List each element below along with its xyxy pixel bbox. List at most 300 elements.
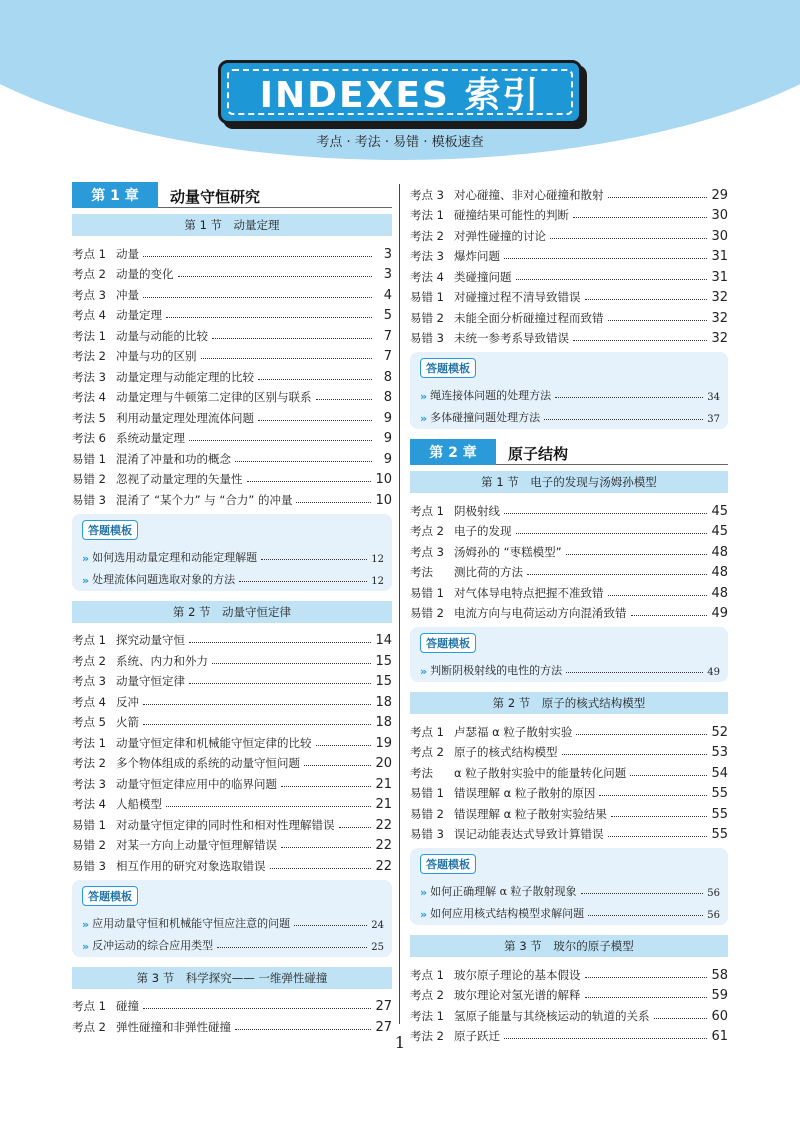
index-entry-row[interactable] [72,771,392,792]
index-entry-row[interactable] [410,305,728,326]
leader-dots [566,554,708,555]
entry-text: 玻尔原子理论的基本假设 [454,967,581,982]
entry-page: 15 [375,653,392,669]
template-list [420,656,720,678]
index-entry-row[interactable] [410,244,728,265]
entry-page: 45 [711,524,728,539]
template-entry-row[interactable] [420,381,720,403]
entry-text: 错误理解 α 粒子散射的原因 [454,786,596,800]
entry-text: 对某一方向上动量守恒理解错误 [116,838,277,852]
leader-dots [189,440,372,441]
entry-text: 多个物体组成的系统的动量守恒问题 [116,756,300,770]
index-entry-row[interactable] [72,648,392,669]
template-list [420,381,720,425]
entry-text: 混淆了 “某个力” 与 “合力” 的冲量 [116,492,293,507]
entry-list [410,498,728,621]
template-entry-row[interactable] [420,656,720,678]
entry-text: 人船模型 [116,797,162,811]
index-entry-row[interactable] [410,601,728,622]
index-entry-row[interactable] [410,580,728,601]
entry-page: 30 [711,208,728,223]
leader-dots [588,915,703,916]
entry-text: 动量守恒定律 [116,674,185,688]
entry-page: 31 [711,269,728,285]
entry-list [410,182,728,346]
entry-page: 9 [383,451,392,467]
index-entry-row[interactable] [72,364,392,385]
leader-dots [316,745,372,746]
entry-tag: 考点 1 [72,633,106,647]
leader-dots [562,754,708,755]
entry-tag: 考点 2 [72,267,106,281]
template-list [82,543,384,587]
leader-dots [573,340,707,341]
entry-page: 27 [375,1019,392,1035]
leader-dots [235,461,372,462]
entry-page: 45 [711,503,728,519]
entry-tag: 考点 3 [72,287,106,302]
template-text: 判断阴极射线的电性的方法 [430,664,563,677]
leader-dots [166,317,372,318]
entry-text: 动量定理与牛顿第二定律的区别与联系 [116,390,312,404]
index-entry-row[interactable] [72,710,392,731]
leader-dots [527,574,707,575]
double-chevron-right-icon: » [420,390,428,403]
template-page: 12 [371,553,384,565]
entry-text: 利用动量定理处理流体问题 [116,410,254,425]
entry-page: 60 [711,1008,728,1024]
entry-tag: 易错 2 [72,838,106,852]
entry-tag: 考法 4 [410,269,444,284]
leader-dots [576,734,707,735]
entry-tag: 考法 2 [410,1029,444,1043]
entry-text: 原子的核式结构模型 [454,745,558,759]
template-page: 34 [707,392,720,403]
chapter-underline [496,464,728,465]
entry-tag: 易错 2 [72,472,106,486]
index-entry-row[interactable] [72,994,392,1015]
leader-dots [516,533,708,534]
entry-tag: 考点 2 [410,745,444,759]
entry-tag: 考点 5 [72,715,106,729]
index-entry-row[interactable] [72,853,392,874]
entry-text: 未统一参考系导致错误 [454,331,569,345]
template-text: 应用动量守恒和机械能守恒应注意的问题 [92,916,291,930]
entry-text: 阴极射线 [454,503,500,518]
entry-tag: 易错 3 [72,858,106,873]
entry-text: 原子跃迁 [454,1029,500,1043]
double-chevron-right-icon: » [420,908,428,921]
column-divider [399,184,400,1024]
entry-tag: 易错 1 [72,451,106,466]
leader-dots [258,379,372,380]
index-entry-row[interactable] [410,962,728,983]
entry-page: 32 [711,331,728,346]
entry-page: 4 [383,287,392,303]
entry-tag: 考点 2 [410,524,444,538]
entry-tag: 考法 1 [410,208,444,222]
entry-tag: 考点 3 [410,187,444,202]
template-page: 56 [707,888,720,899]
leader-dots [189,642,371,643]
leader-dots [143,724,371,725]
template-entry-row[interactable] [82,543,384,565]
section-heading: 第 1 节 电子的发现与汤姆孙模型 [410,471,728,493]
chapter-title: 动量守恒研究 [170,188,261,206]
entry-text: 动量的变化 [116,267,174,281]
entry-text: 动量守恒定律应用中的临界问题 [116,776,277,791]
index-entry-row[interactable] [410,781,728,802]
leader-dots [550,238,707,239]
entry-page: 14 [375,633,392,648]
entry-text: 对动量守恒定律的同时性和相对性理解错误 [116,817,335,832]
index-entry-row[interactable] [72,812,392,833]
entry-text: 动量定理与动能定理的比较 [116,369,254,384]
entry-text: 火箭 [116,715,139,729]
entry-text: 弹性碰撞和非弹性碰撞 [116,1019,231,1034]
entry-page: 7 [383,328,392,344]
section-heading: 第 3 节 玻尔的原子模型 [410,935,728,957]
leader-dots [608,836,708,837]
double-chevron-right-icon: » [420,886,428,899]
entry-tag: 考点 2 [72,1019,106,1034]
leader-dots [261,559,367,560]
leader-dots [316,399,373,400]
entry-tag: 考法 1 [72,328,106,343]
index-entry-row[interactable] [410,801,728,822]
index-entry-row[interactable] [72,323,392,344]
template-entry-row[interactable] [82,931,384,953]
entry-text: 未能全面分析碰撞过程而致错 [454,310,604,325]
leader-dots [270,868,372,869]
entry-text: 探究动量守恒 [116,633,185,647]
leader-dots [296,502,371,503]
entry-tag: 易错 1 [410,585,444,600]
index-entry-row[interactable] [410,203,728,224]
entry-tag: 易错 1 [410,786,444,800]
entry-tag: 考点 1 [72,999,106,1013]
entry-page: 27 [375,999,392,1014]
leader-dots [212,338,372,339]
entry-tag: 考法 2 [410,228,444,243]
entry-text: 动量与动能的比较 [116,328,208,343]
double-chevron-right-icon: » [82,573,90,587]
leader-dots [281,786,371,787]
entry-tag: 考法 2 [72,756,106,770]
index-entry-row[interactable] [72,487,392,508]
leader-dots [573,217,707,218]
entry-page: 8 [383,390,392,405]
page-title: INDEXES 索引 [259,74,541,116]
entry-tag: 考法 1 [72,735,106,750]
index-entry-row[interactable] [410,264,728,285]
entry-page: 52 [711,724,728,740]
template-page: 49 [707,667,720,678]
entry-page: 9 [383,410,392,426]
index-entry-row[interactable] [72,628,392,649]
chapter-badge: 第 1 章 [72,182,158,208]
entry-page: 3 [383,246,392,262]
answer-template-label: 答题模板 [420,854,476,874]
page-subtitle: 考点 · 考法 · 易错 · 模板速查 [316,135,484,150]
entry-text: 碰撞 [116,999,139,1013]
index-entry-row[interactable] [410,498,728,519]
template-entry-row[interactable] [82,909,384,931]
entry-tag: 易错 3 [410,331,444,345]
index-entry-row[interactable] [410,719,728,740]
entry-tag: 考点 1 [410,724,444,739]
entry-text: 相互作用的研究对象选取错误 [116,858,266,873]
index-entry-row[interactable] [72,1014,392,1035]
entry-list [410,719,728,842]
entry-page: 48 [711,585,728,601]
template-text: 反冲运动的综合应用类型 [92,938,214,952]
entry-tag: 考法 3 [410,249,444,263]
leader-dots [304,765,371,766]
section-heading: 第 2 节 动量守恒定律 [72,601,392,623]
left-column [72,182,392,1035]
entry-text: 电流方向与电荷运动方向混淆致错 [454,606,627,620]
template-text: 多体碰撞问题处理方法 [430,411,541,424]
leader-dots [239,581,367,582]
entry-tag: 考法 1 [410,1008,444,1023]
index-entry-row[interactable] [410,539,728,560]
entry-page: 59 [711,988,728,1003]
entry-page: 32 [711,310,728,326]
leader-dots [630,775,707,776]
leader-dots [212,663,371,664]
entry-tag: 易错 1 [410,290,444,304]
index-entry-row[interactable] [410,983,728,1004]
leader-dots [504,258,707,259]
entry-tag: 易错 2 [410,806,444,821]
entry-tag: 考点 2 [72,653,106,668]
entry-tag: 考点 4 [72,694,106,709]
template-text: 如何选用动量定理和动能定理解题 [92,550,258,564]
entry-tag: 考法 4 [72,390,106,404]
entry-page: 3 [383,267,392,282]
chapter-underline [158,207,392,208]
entry-page: 9 [383,431,392,446]
entry-page: 18 [375,694,392,710]
index-entry-row[interactable] [72,385,392,406]
entry-tag: 考点 3 [72,674,106,688]
template-page: 25 [371,941,384,953]
entry-tag: 考法 6 [72,431,106,445]
section-heading: 第 1 节 动量定理 [72,214,392,236]
entry-tag: 考点 1 [72,246,106,261]
index-entry-row[interactable] [72,730,392,751]
leader-dots [178,276,373,277]
template-entry-row[interactable] [420,877,720,899]
index-entry-row[interactable] [72,426,392,447]
index-entry-row[interactable] [72,792,392,813]
chapter-badge: 第 2 章 [410,439,496,465]
entry-text: 对碰撞过程不清导致错误 [454,290,581,304]
template-page: 12 [371,575,384,587]
entry-page: 10 [375,472,392,487]
entry-page: 8 [383,369,392,385]
entry-text: 混淆了冲量和功的概念 [116,451,231,466]
leader-dots [143,256,372,257]
index-entry-row[interactable] [72,689,392,710]
answer-template-box [410,848,728,925]
entry-text: 冲量 [116,287,139,302]
entry-page: 10 [375,492,392,508]
index-entry-row[interactable] [410,182,728,203]
entry-page: 30 [711,228,728,244]
entry-page: 20 [375,756,392,771]
index-entry-row[interactable] [72,262,392,283]
index-entry-row[interactable] [410,326,728,347]
entry-text: 对弹性碰撞的讨论 [454,228,546,243]
leader-dots [608,197,708,198]
entry-text: 动量 [116,246,139,261]
answer-template-box [72,880,392,957]
leader-dots [516,279,708,280]
leader-dots [555,397,703,398]
index-entry-row[interactable] [410,740,728,761]
index-entry-row[interactable] [72,751,392,772]
leader-dots [217,947,367,948]
entry-tag: 易错 1 [72,817,106,832]
index-entry-row[interactable] [410,285,728,306]
leader-dots [585,299,708,300]
page-number: 1 [394,1033,406,1052]
index-entry-row[interactable] [72,405,392,426]
entry-page: 5 [383,308,392,323]
entry-page: 48 [711,544,728,560]
entry-text: 汤姆孙的 “枣糕模型” [454,544,562,559]
index-entry-row[interactable] [410,560,728,581]
entry-text: 误记动能表达式导致计算错误 [454,827,604,841]
entry-text: 反冲 [116,694,139,709]
template-list [82,909,384,953]
entry-text: 玻尔理论对氢光谱的解释 [454,988,581,1002]
entry-page: 54 [711,765,728,781]
index-entry-row[interactable] [72,669,392,690]
leader-dots [631,615,708,616]
entry-text: 对气体导电特点把握不准致错 [454,585,604,600]
index-entry-row[interactable] [72,833,392,854]
entry-text: 系统动量定理 [116,431,185,445]
entry-tag: 考法 5 [72,410,106,425]
index-entry-row[interactable] [410,760,728,781]
entry-text: 动量守恒定律和机械能守恒定律的比较 [116,735,312,750]
answer-template-label: 答题模板 [420,633,476,653]
entry-page: 22 [375,858,392,874]
answer-template-box [72,514,392,591]
entry-list [72,241,392,508]
entry-tag: 考法 4 [72,797,106,811]
entry-page: 19 [375,735,392,751]
entry-text: 对心碰撞、非对心碰撞和散射 [454,187,604,202]
entry-tag: 易错 3 [410,827,444,841]
index-entry-row[interactable] [410,1003,728,1024]
entry-tag: 考点 1 [410,503,444,518]
entry-text: α 粒子散射实验中的能量转化问题 [454,765,627,780]
leader-dots [611,816,708,817]
entry-text: 氢原子能量与其绕核运动的轨道的关系 [454,1008,650,1023]
entry-tag: 考法 [410,565,433,579]
index-title-dashed-frame [227,69,573,115]
template-list [420,877,720,921]
entry-text: 电子的发现 [454,524,512,538]
answer-template-box [410,352,728,429]
entry-list [72,628,392,874]
entry-text: 碰撞结果可能性的判断 [454,208,569,222]
leader-dots [143,1008,371,1009]
entry-list [410,962,728,1044]
index-entry-row[interactable] [72,344,392,365]
leader-dots [143,704,371,705]
template-page: 37 [707,414,720,425]
chapter-1-heading [72,182,392,210]
entry-tag: 考点 1 [410,967,444,982]
leader-dots [608,595,708,596]
template-entry-row[interactable] [420,403,720,425]
entry-page: 58 [711,967,728,983]
leader-dots [581,893,704,894]
index-entry-row[interactable] [72,446,392,467]
index-entry-row[interactable] [72,282,392,303]
leader-dots [201,358,373,359]
entry-page: 21 [375,776,392,792]
entry-text: 类碰撞问题 [454,269,512,284]
index-entry-row[interactable] [410,519,728,540]
entry-tag: 考法 [410,765,433,780]
entry-page: 31 [711,249,728,264]
entry-page: 55 [711,786,728,801]
entry-text: 测比荷的方法 [454,565,523,579]
index-entry-row[interactable] [410,822,728,843]
entry-page: 32 [711,290,728,305]
entry-tag: 易错 2 [410,606,444,620]
entry-page: 29 [711,187,728,203]
template-entry-row[interactable] [420,899,720,921]
entry-page: 55 [711,806,728,822]
entry-page: 55 [711,827,728,842]
entry-text: 忽视了动量定理的矢量性 [116,472,243,486]
template-text: 如何正确理解 α 粒子散射现象 [430,885,577,898]
leader-dots [247,481,372,482]
entry-page: 61 [711,1029,728,1044]
section-heading: 第 2 节 原子的核式结构模型 [410,692,728,714]
index-entry-row[interactable] [72,241,392,262]
entry-page: 48 [711,565,728,580]
section-heading: 第 3 节 科学探究—— 一维弹性碰撞 [72,967,392,989]
answer-template-label: 答题模板 [82,520,138,540]
index-entry-row[interactable] [72,467,392,488]
double-chevron-right-icon: » [82,917,90,931]
entry-tag: 考法 2 [72,349,106,363]
leader-dots [599,795,707,796]
index-entry-row[interactable] [72,303,392,324]
template-page: 56 [707,910,720,921]
leader-dots [654,1018,708,1019]
leader-dots [339,827,372,828]
leader-dots [235,1029,371,1030]
leader-dots [189,683,371,684]
template-entry-row[interactable] [82,565,384,587]
answer-template-label: 答题模板 [82,886,138,906]
entry-page: 7 [383,349,392,364]
entry-tag: 易错 3 [72,492,106,507]
entry-page: 53 [711,745,728,760]
entry-page: 22 [375,817,392,833]
index-entry-row[interactable] [410,223,728,244]
entry-tag: 考点 4 [72,308,106,322]
